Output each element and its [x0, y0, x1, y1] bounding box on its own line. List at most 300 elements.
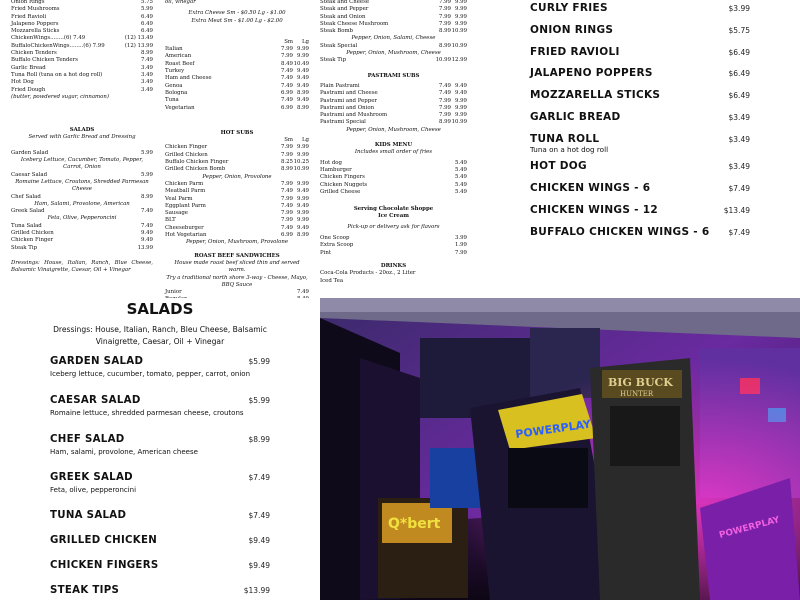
item-name: Mozzarella Sticks [11, 28, 60, 35]
menu-row [320, 242, 467, 249]
item-name: STEAK TIPS [50, 585, 120, 596]
item-name: Veal Parm [165, 195, 193, 202]
menu-row [11, 65, 153, 72]
menu-row [165, 225, 309, 232]
hot-b-note: Pepper, Onion, Mushroom, Provolone [185, 239, 289, 246]
powerplay-screen [508, 448, 588, 508]
item-name: Steak and Cheese [320, 0, 370, 5]
price-large: 9.49 [296, 82, 309, 89]
price-pair [435, 28, 467, 35]
item-name: Italian [165, 46, 183, 53]
item-price: 7.49 [140, 208, 153, 215]
price-large: 9.99 [454, 104, 467, 111]
steak-bomb-note: Pepper, Onion, Salami, Cheese [351, 35, 436, 42]
price-pair [277, 105, 309, 112]
price-small: 7.49 [438, 90, 451, 97]
price-large: 9.99 [454, 0, 467, 5]
pastrami-list [320, 83, 467, 127]
item-price: $9.49 [248, 561, 270, 570]
salad-item [50, 560, 270, 571]
item-name: GARDEN SALAD [50, 356, 144, 367]
price-large: 10.99 [451, 28, 467, 35]
price-large: 10.99 [451, 42, 467, 49]
menu-row [11, 21, 153, 28]
menu-row [165, 83, 309, 90]
price-small: 7.99 [280, 217, 293, 224]
item-price: 9.49 [140, 230, 153, 237]
item-price: $7.49 [248, 473, 270, 482]
price-pair [277, 90, 309, 97]
price-small: 7.49 [280, 202, 293, 209]
menu-row [165, 181, 309, 188]
salad-desc: Romaine Lettuce, Croutons, Shredded Parmesan Cheese [15, 178, 149, 193]
item-price: 6.49 [140, 28, 153, 35]
item-name: Buffalo Chicken Finger [165, 159, 229, 166]
item-price: (12) 13.49 [124, 35, 153, 42]
item-price: $3.49 [728, 162, 750, 172]
pastrami-heading: PASTRAMI SUBS [367, 72, 420, 79]
item-name: Tuna [165, 97, 179, 104]
menu-item [530, 225, 750, 238]
price-pair [435, 83, 467, 90]
price-large: 9.99 [296, 46, 309, 53]
item-name: Steak Bomb [320, 28, 354, 35]
menu-row [11, 245, 153, 252]
price-small: 7.49 [438, 82, 451, 89]
menu-row [320, 160, 467, 167]
item-price: 7.49 [296, 289, 309, 296]
salad-list [11, 150, 153, 252]
menu-row [165, 46, 309, 53]
drinks-heading: DRINKS [380, 262, 407, 269]
price-large: 9.99 [296, 210, 309, 217]
menu-item-row [530, 89, 750, 102]
menu-item-row [530, 225, 750, 238]
price-small: 7.49 [280, 97, 293, 104]
roast-beef-sub1: House made roast beef sliced thin and served warm. [174, 259, 300, 274]
item-price: $3.99 [728, 4, 750, 13]
price-pair [435, 21, 467, 28]
item-price: 6.49 [140, 20, 153, 27]
price-large: 9.49 [454, 82, 467, 89]
price-pair [277, 232, 309, 239]
item-name: Chicken Nuggets [320, 181, 368, 188]
item-name: Onion Rings [11, 0, 45, 5]
item-name: Jalapeno Poppers [11, 20, 59, 27]
salad-item-row [50, 434, 270, 445]
menu-item-row [530, 23, 750, 36]
price-large: 12.99 [451, 57, 467, 64]
item-price: 5.49 [454, 188, 467, 195]
price-pair [277, 181, 309, 188]
menu-row [320, 119, 467, 126]
price-small: 10.99 [435, 57, 451, 64]
item-name: GRILLED CHICKEN [50, 535, 158, 546]
roast-beef-heading: ROAST BEEF SANDWICHES [194, 252, 280, 259]
item-price: 3.49 [140, 71, 153, 78]
item-name: Fried Mushrooms [11, 6, 60, 13]
item-name: CHICKEN WINGS - 12 [530, 203, 658, 216]
item-name: Pastrami Special [320, 119, 366, 126]
price-small: 7.99 [438, 104, 451, 111]
salad-item [50, 510, 270, 521]
size-header-hot [165, 137, 309, 144]
item-price: 6.49 [140, 13, 153, 20]
price-large: 9.99 [296, 144, 309, 151]
menu-item-row [530, 110, 750, 123]
menu-row [11, 230, 153, 237]
price-pair [277, 83, 309, 90]
item-name: Chicken Finger [11, 237, 54, 244]
price-small: 7.99 [438, 20, 451, 27]
menu-row [320, 98, 467, 105]
item-name: CAESAR SALAD [50, 395, 141, 406]
item-price: 9.49 [140, 237, 153, 244]
menu-row [165, 166, 309, 173]
item-name: Steak Tip [320, 57, 347, 64]
price-large: 9.99 [296, 180, 309, 187]
price-large: 8.99 [296, 104, 309, 111]
price-large: 9.99 [454, 97, 467, 104]
price-large: 9.99 [296, 53, 309, 60]
item-name: Grilled Chicken [11, 230, 54, 237]
salad-item-row [50, 535, 270, 546]
menu-item [530, 45, 750, 58]
item-name: BuffaloChickenWings........(6) 7.99 [11, 42, 105, 49]
item-price: $8.99 [248, 435, 270, 444]
item-name: Hot Vegetarian [165, 232, 207, 239]
price-large: 10.49 [293, 60, 309, 67]
menu-row [11, 208, 153, 215]
ice-cream-list [320, 235, 467, 257]
arcade-illustration [320, 298, 800, 600]
item-name: Steak Cheese Mushroom [320, 20, 389, 27]
price-pair [277, 196, 309, 203]
item-name: Extra Scoop [320, 242, 354, 249]
item-name: Garden Salad [11, 149, 49, 156]
item-name: Genoa [165, 82, 183, 89]
item-price: $3.49 [728, 134, 750, 144]
menu-row [165, 217, 309, 224]
price-pair [435, 112, 467, 119]
item-name: Bologna [165, 89, 188, 96]
menu-row [320, 189, 467, 196]
item-name: TUNA ROLL [530, 132, 600, 145]
item-price: 3.49 [140, 64, 153, 71]
menu-row [11, 150, 153, 157]
price-large: 9.99 [296, 195, 309, 202]
price-pair [277, 152, 309, 159]
menu-row [11, 50, 153, 57]
price-small: 7.99 [438, 112, 451, 119]
item-price: 13.99 [137, 244, 153, 251]
appetizer-menu-modern [530, 2, 750, 251]
item-price: 8.99 [140, 50, 153, 57]
item-name: Steak Special [320, 42, 358, 49]
price-small: 7.99 [280, 195, 293, 202]
price-large: 9.99 [454, 13, 467, 20]
item-name: Steak and Pepper [320, 6, 369, 13]
item-price: $5.99 [248, 357, 270, 366]
menu-row [165, 159, 309, 166]
fried-dough-note: (butter, powdered sugar, cinnamon) [11, 93, 109, 100]
item-name: Roast Beef [165, 60, 195, 67]
price-small: 7.49 [280, 224, 293, 231]
item-name: TUNA SALAD [50, 510, 127, 521]
menu-item [530, 203, 750, 216]
menu-item [530, 132, 750, 155]
price-pair [277, 75, 309, 82]
price-pair [277, 97, 309, 104]
price-pair [277, 53, 309, 60]
powerplay2-logo: POWERPLAY [718, 515, 781, 541]
item-name: ONION RINGS [530, 23, 614, 36]
price-pair [435, 105, 467, 112]
item-name: Grilled Chicken [165, 151, 208, 158]
item-price: 5.99 [140, 6, 153, 13]
item-name: Greek Salad [11, 208, 45, 215]
item-name: JALAPENO POPPERS [530, 67, 653, 80]
price-small: 8.25 [280, 159, 293, 166]
powerplay-logo: POWERPLAY [514, 417, 592, 441]
price-small: 7.49 [280, 188, 293, 195]
menu-item-row [530, 45, 750, 58]
size-large-label: Lg [301, 38, 309, 45]
item-name: Chicken Finger [165, 144, 208, 151]
menu-row [320, 250, 467, 257]
salad-desc: Ham, Salami, Provolone, American [34, 200, 130, 207]
price-pair [277, 144, 309, 151]
menu-page-appetizers-subs [0, 0, 320, 298]
item-price: $13.99 [243, 586, 270, 595]
price-pair [277, 210, 309, 217]
price-pair [435, 6, 467, 13]
item-name: Grilled Cheese [320, 188, 361, 195]
item-price: 5.49 [454, 166, 467, 173]
item-name: Chicken Fingers [320, 174, 365, 181]
price-large: 10.99 [293, 166, 309, 173]
menu-row [11, 43, 153, 50]
price-large: 9.49 [296, 68, 309, 75]
item-name: Hot dog [320, 159, 342, 166]
size-small-label: Sm [284, 38, 293, 45]
menu-row [165, 53, 309, 60]
menu-row [11, 72, 153, 79]
menu-item-row [530, 160, 750, 173]
bigbuck-hunter-text: HUNTER [620, 390, 654, 398]
menu-row [165, 196, 309, 203]
price-small: 7.49 [280, 68, 293, 75]
cold-subs-list [165, 46, 309, 112]
item-price: $7.49 [248, 511, 270, 520]
menu-row [320, 174, 467, 181]
price-pair [277, 166, 309, 173]
price-small: 7.99 [280, 144, 293, 151]
salad-item-row [50, 472, 270, 483]
menu-row [165, 144, 309, 151]
price-large: 9.99 [454, 20, 467, 27]
item-name: CHEF SALAD [50, 434, 125, 445]
item-price: $3.49 [728, 112, 750, 122]
item-price: 5.99 [140, 171, 153, 178]
kids-subheading: Includes small order of fries [354, 149, 433, 156]
item-price: 5.49 [454, 181, 467, 188]
price-large: 9.99 [454, 6, 467, 13]
price-pair [277, 46, 309, 53]
price-pair [435, 14, 467, 21]
drink-item: Iced Tea [320, 277, 344, 284]
item-name: MOZZARELLA STICKS [530, 89, 661, 102]
menu-row [11, 223, 153, 230]
pastrami-note: Pepper, Onion, Mushroom, Cheese [346, 126, 441, 133]
price-small: 6.99 [280, 89, 293, 96]
price-pair [277, 188, 309, 195]
item-name: Chicken Parm [165, 180, 204, 187]
item-name: Pint [320, 249, 331, 256]
price-large: 9.99 [454, 112, 467, 119]
price-small: 7.99 [438, 97, 451, 104]
menu-item [530, 182, 750, 195]
menu-row [165, 232, 309, 239]
item-price: $7.49 [728, 227, 750, 237]
price-small: 7.99 [280, 46, 293, 53]
menu-row [165, 188, 309, 195]
item-name: One Scoop [320, 235, 350, 242]
item-name: GARLIC BREAD [530, 110, 621, 123]
price-small: 7.49 [280, 75, 293, 82]
menu-row [11, 57, 153, 64]
salad-item [50, 472, 270, 494]
item-price: 1.99 [454, 242, 467, 249]
item-name: BUFFALO CHICKEN WINGS - 6 [530, 225, 710, 238]
price-small: 7.49 [280, 82, 293, 89]
item-name: Ham and Cheese [165, 75, 212, 82]
menu-item [530, 2, 750, 14]
salads-heading: SALADS [69, 127, 95, 134]
item-price: $9.49 [248, 536, 270, 545]
item-price: 8.99 [140, 193, 153, 200]
menu-row [165, 68, 309, 75]
menu-row [320, 182, 467, 189]
item-name: American [165, 53, 192, 60]
price-small: 6.99 [280, 104, 293, 111]
item-price: $6.49 [728, 91, 750, 101]
menu-page-steak-appetizers [320, 0, 800, 298]
price-small: 8.99 [438, 28, 451, 35]
item-name: Chef Salad [11, 193, 41, 200]
menu-item [530, 160, 750, 173]
bigbuck-screen [610, 406, 680, 466]
item-name: Sausage [165, 210, 188, 217]
salad-item [50, 585, 270, 596]
item-price: 7.99 [454, 249, 467, 256]
page-title: SALADS [126, 300, 194, 318]
menu-row [165, 61, 309, 68]
menu-row [320, 6, 467, 13]
item-name: Plain Pastrami [320, 82, 360, 89]
item-name: Buffalo Chicken Tenders [11, 57, 78, 64]
item-name: Steak Tip [11, 244, 38, 251]
item-name: Hot Dog [11, 79, 34, 86]
item-price: $7.49 [728, 184, 750, 194]
steak-tip-row [320, 57, 467, 64]
price-pair [435, 98, 467, 105]
item-name: FRIED RAVIOLI [530, 45, 620, 58]
item-price: $6.49 [728, 47, 750, 57]
item-price: $13.49 [723, 205, 750, 215]
price-large: 10.25 [293, 159, 309, 166]
item-name: Turkey [165, 68, 185, 75]
price-large: 10.99 [451, 119, 467, 126]
item-price: $5.99 [248, 396, 270, 405]
item-name: Tuna Roll (tuna on a hot dog roll) [11, 71, 103, 78]
ice-cream-heading-1: Serving Chocolate Shoppe [353, 206, 434, 213]
salad-item [50, 395, 270, 417]
menu-row [320, 90, 467, 97]
item-name: Tuna Salad [11, 222, 42, 229]
salad-item-row [50, 560, 270, 571]
price-small: 8.99 [280, 166, 293, 173]
item-desc: Ham, salami, provolone, American cheese [50, 448, 198, 456]
salad-item [50, 434, 270, 456]
steak-special-note: Pepper, Onion, Mushroom, Cheese [346, 50, 441, 57]
item-name: BLT [165, 217, 176, 224]
menu-row [11, 172, 153, 179]
dressings-text: Dressings: House, Italian, Ranch, Bleu Cheese, Balsamic Vinaigrette, Caesar, Oil + Vinegar [53, 325, 267, 346]
menu-row [320, 83, 467, 90]
menu-item-row [530, 132, 750, 145]
menu-column-subs [165, 0, 309, 298]
item-price: 5.49 [454, 159, 467, 166]
item-name: CURLY FRIES [530, 2, 608, 14]
menu-row [165, 97, 309, 104]
price-large: 9.49 [296, 75, 309, 82]
hot-subs-list-a [165, 144, 309, 173]
size-large-label: Lg [301, 137, 309, 144]
steak-subs-list [320, 0, 467, 35]
qbert-logo: Q*bert [388, 516, 441, 532]
drinks-list [320, 270, 467, 285]
menu-item [530, 89, 750, 102]
arcade-photo [320, 298, 800, 600]
item-name: Steak and Onion [320, 13, 366, 20]
item-name: Junior [165, 289, 182, 296]
menu-row [11, 6, 153, 13]
salad-item-row [50, 510, 270, 521]
extra-meat-note: Extra Meat Sm - $1.00 Lg - $2.00 [191, 17, 283, 24]
menu-row [165, 289, 309, 296]
item-price: 5.99 [140, 149, 153, 156]
item-price: 7.49 [140, 57, 153, 64]
menu-item-row [530, 67, 750, 80]
menu-row [165, 105, 309, 112]
price-large: 9.49 [454, 90, 467, 97]
price-pair [277, 203, 309, 210]
extra-cheese-note: Extra Cheese Sm - $0.50 Lg - $1.00 [188, 10, 286, 17]
menu-row [165, 203, 309, 210]
roast-beef-sub2: Try a traditional north shore 3-way - Cheese, Mayo, BBQ Sauce [166, 274, 308, 288]
item-name: Pastrami and Pepper [320, 97, 377, 104]
item-name: Chicken Tenders [11, 50, 57, 57]
item-price: 7.49 [140, 222, 153, 229]
item-name: Caesar Salad [11, 171, 48, 178]
price-pair [277, 68, 309, 75]
price-small: 7.99 [438, 13, 451, 20]
menu-row [320, 105, 467, 112]
menu-row [11, 237, 153, 244]
price-large: 9.49 [296, 97, 309, 104]
salad-item-row [50, 356, 270, 367]
